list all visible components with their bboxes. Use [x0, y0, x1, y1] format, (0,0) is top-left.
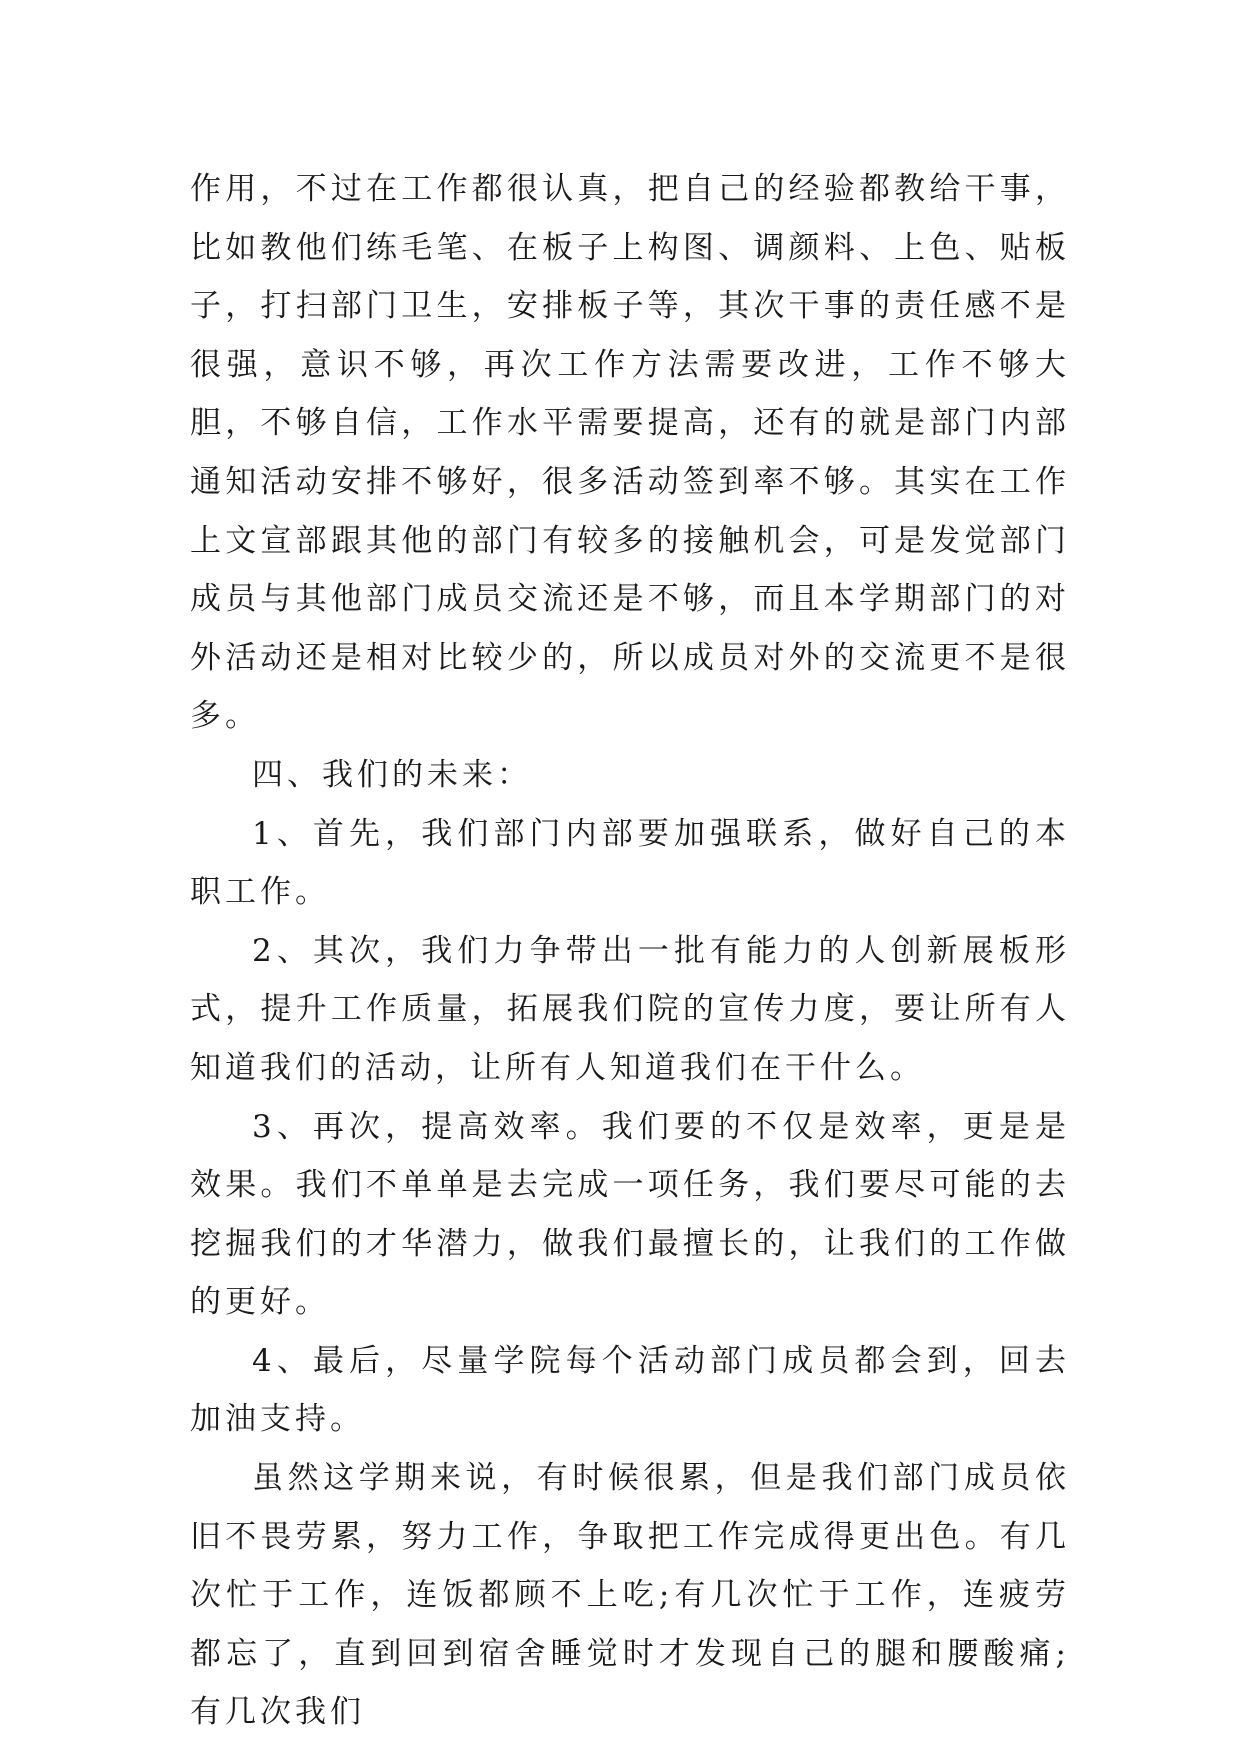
list-item-1: 1、首先，我们部门内部要加强联系，做好自己的本职工作。	[190, 815, 1070, 911]
list-item-4: 4、最后，尽量学院每个活动部门成员都会到，回去加油支持。	[190, 1342, 1070, 1438]
list-item-2: 2、其次，我们力争带出一批有能力的人创新展板形式，提升工作质量，拓展我们院的宣传力度，要让所有人知道我们的活动，让所有人知道我们在干什么。	[190, 932, 1070, 1086]
section-heading-future: 四、我们的未来：	[252, 756, 532, 793]
list-item-3: 3、再次，提高效率。我们要的不仅是效率，更是是效果。我们不单单是去完成一项任务，我们要尽可能的去挖掘我们的才华潜力，做我们最擅长的，让我们的工作做的更好。	[190, 1108, 1070, 1321]
paragraph-continuation: 作用，不过在工作都很认真，把自己的经验都教给干事，比如教他们练毛笔、在板子上构图、调颜料、上色、贴板子，打扫部门卫生，安排板子等，其次干事的责任感不是很强，意识不够，再次工作方法需要改进，工作不够大胆，不够自信，工作水平需要提高，还有的就是部门内部通知活动安排不够好，很多活动签到率不够。其实在工作上文宣部跟其他的部门有较多的接触机会，可是发觉部门成员与其他部门成员交流还是不够，而且本学期部门的对外活动还是相对比较少的，所以成员对外的交流更不是很多。	[190, 171, 1070, 735]
paragraph-closing: 虽然这学期来说，有时候很累，但是我们部门成员依旧不畏劳累，努力工作，争取把工作完成得更出色。有几次忙于工作，连饭都顾不上吃;有几次忙于工作，连疲劳都忘了，直到回到宿舍睡觉时才发现自己的腿和腰酸痛;有几次我们	[190, 1460, 1070, 1731]
document-page	[190, 160, 1070, 1742]
